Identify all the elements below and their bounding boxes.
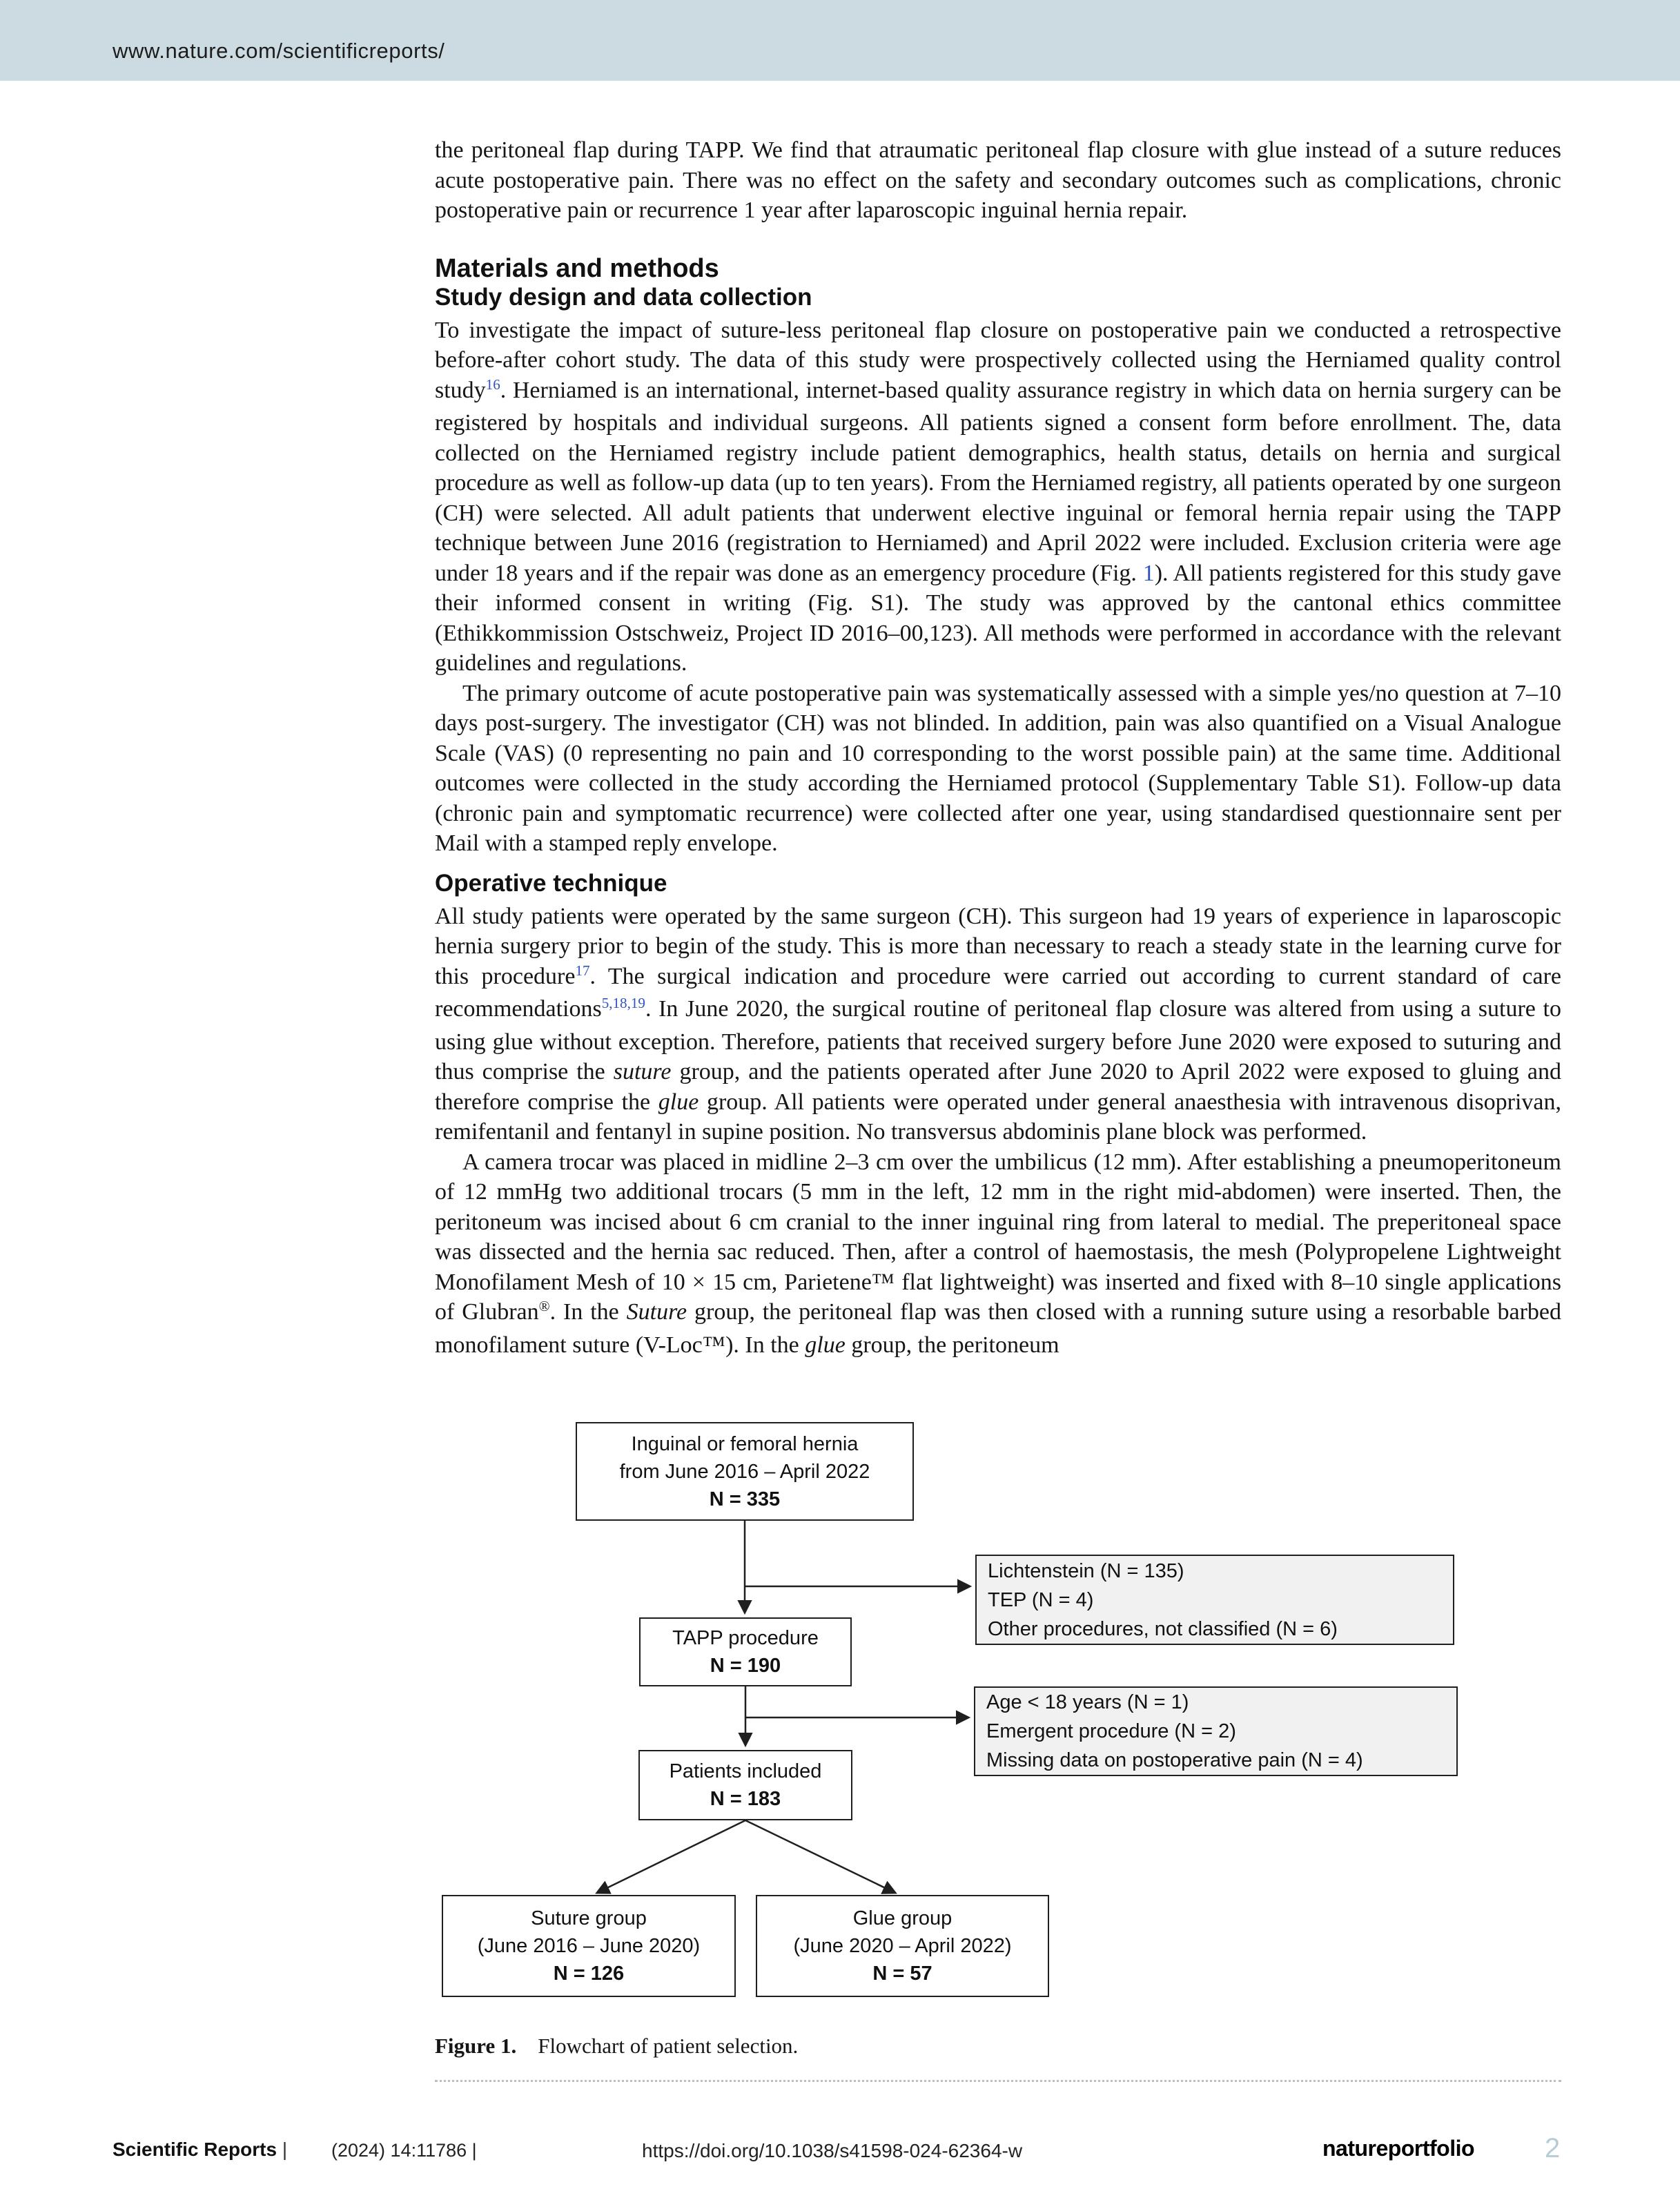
flow-box-count: N = 126 <box>553 1963 625 1985</box>
flow-box-suture-group <box>442 1895 736 1997</box>
journal-name: Scientific Reports <box>113 2139 277 2160</box>
flow-box-excluded-patients <box>974 1686 1458 1776</box>
flow-box-line: from June 2016 – April 2022 <box>619 1460 870 1483</box>
page-number: 2 <box>1545 2133 1561 2163</box>
flow-box-tapp-procedure <box>639 1617 852 1686</box>
text-segment: suture <box>613 1059 672 1084</box>
flow-box-line: Other procedures, not classified (N = 6) <box>988 1617 1338 1640</box>
footer-journal-name <box>113 2139 287 2161</box>
flow-box-line: (June 2020 – April 2022) <box>793 1935 1012 1957</box>
text-segment: Suture <box>626 1299 687 1325</box>
flow-box-line: TEP (N = 4) <box>988 1588 1094 1611</box>
flow-box-line: Suture group <box>531 1907 647 1929</box>
text-segment: ). All patients registered for this study gave their informed consent in writing (Fig. S1). The study was approved by the cantonal ethics committee (Ethikkommission Ostschweiz, Project ID 2016–00,123). All methods were performed in accordance with the relevant guidelines and regulations. <box>435 560 1561 676</box>
flow-box-line: (June 2016 – June 2020) <box>477 1935 701 1957</box>
text-segment: All study patients were operated by the same surgeon (CH). This surgeon had 19 years of experience in laparoscopic hernia surgery prior to begin of the study. This is more than necessary to reach a steady state in the learning curve for this procedure <box>435 903 1561 989</box>
text-segment: group, the peritoneum <box>845 1332 1059 1358</box>
paragraph-primary-outcome <box>435 679 1561 859</box>
footer-doi-link[interactable]: https://doi.org/10.1038/s41598-024-62364-w <box>642 2140 1023 2161</box>
text-segment: the peritoneal flap during TAPP. We find that atraumatic peritoneal flap closure with glue instead of a suture reduces acute postoperative pain. There was no effect on the safety and secondary outcomes such as complications, chronic postoperative pain or recurrence 1 year after laparoscopic inguinal hernia repair. <box>435 137 1561 223</box>
text-segment: glue <box>658 1089 699 1115</box>
nature-portfolio-logo <box>1322 2136 1474 2161</box>
flow-box-excluded-procedures <box>975 1555 1454 1645</box>
text-segment: . Herniamed is an international, internet-based quality assurance registry in which data on hernia surgery can be registered by hospitals and individual surgeons. All patients signed a consent form before enrollment. The, data collected on the Herniamed registry include patient demographics, health status, details on hernia and surgical procedure as well as follow-up data (up to ten years). From the Herniamed registry, all patients operated by one surgeon (CH) were selected. All adult patients that underwent elective inguinal or femoral hernia repair using the TAPP technique between June 2016 (registration to Herniamed) and April 2022 were included. Exclusion criteria were age under 18 years and if the repair was done as an emergency procedure (Fig. <box>435 377 1561 586</box>
flow-box-line: Age < 18 years (N = 1) <box>986 1691 1189 1713</box>
paragraph-operative-2 <box>435 1147 1561 1361</box>
text-segment: ® <box>538 1298 550 1315</box>
paragraph-operative-1 <box>435 902 1561 1147</box>
text-segment: group, and the patients operated after June 2020 to April 2022 were exposed to gluing and therefore comprise the <box>435 1059 1562 1115</box>
flow-box-line: Glue group <box>852 1907 953 1929</box>
flow-box-count: N = 190 <box>710 1655 781 1677</box>
text-segment: A camera trocar was placed in midline 2–3 cm over the umbilicus (12 mm). After establishing a pneumoperitoneum of 12 mmHg two additional trocars (5 mm in the left, 12 mm in the right mid-abdomen) were inserted. Then, the peritoneum was incised about 6 cm cranial to the inner inguinal ring from lateral to medial. The preperitoneal space was dissected and the hernia sac reduced. Then, after a control of haemostasis, the mesh (Polypropelene Lightweight Monofilament Mesh of 10 × 15 cm, Parietene™ flat lightweight) was inserted and fixed with 8–10 single applications of Glubran <box>435 1149 1561 1325</box>
figure-caption-text: Flowchart of patient selection. <box>538 2034 799 2058</box>
flow-box-hernia-population <box>576 1422 914 1521</box>
flow-box-line: Emergent procedure (N = 2) <box>986 1720 1236 1742</box>
flow-box-line: Inguinal or femoral hernia <box>631 1432 859 1455</box>
text-segment: To investigate the impact of suture-less peritoneal flap closure on postoperative pain we conducted a retrospective before-after cohort study. The data of this study were prospectively collected using the Herniamed quality control study <box>435 317 1561 403</box>
flow-box-count: N = 183 <box>710 1788 781 1810</box>
flow-box-count: N = 335 <box>709 1488 781 1510</box>
text-segment: group, the peritoneal flap was then closed with a running suture using a resorbable barbed monofilament suture (V-Loc™). In the <box>435 1299 1561 1358</box>
footer-divider-bar: | <box>282 2139 288 2160</box>
flow-box-glue-group <box>756 1895 1049 1997</box>
text-segment: . The surgical indication and procedure were carried out according to current standard of care recommendations <box>435 963 1561 1022</box>
reference-link[interactable]: 16 <box>485 376 500 393</box>
section-heading-materials: Materials and methods <box>435 253 719 283</box>
figure-label: Figure 1. <box>435 2034 517 2058</box>
dotted-separator <box>435 2080 1561 2082</box>
text-segment: group. All patients were operated under general anaesthesia with intravenous disoprivan, remifentanil and fentanyl in supine position. No transversus abdominis plane block was performed. <box>435 1089 1561 1145</box>
flow-box-line: Patients included <box>669 1760 822 1782</box>
flow-box-patients-included <box>638 1750 852 1820</box>
text-segment: glue <box>805 1332 846 1358</box>
paragraph-continuation <box>435 135 1561 226</box>
reference-link[interactable]: 1 <box>1142 560 1155 586</box>
page-footer <box>0 2133 1680 2174</box>
text-segment: . In June 2020, the surgical routine of peritoneal flap closure was altered from using a suture to using glue without exception. Therefore, patients that received surgery before June 2020 were exposed to suturing and thus comprise the <box>435 996 1561 1084</box>
logo-nature: nature <box>1322 2136 1388 2161</box>
text-segment: The primary outcome of acute postoperative pain was systematically assessed with a simple yes/no question at 7–10 days post-surgery. The investigator (CH) was not blinded. In addition, pain was also quantified on a Visual Analogue Scale (VAS) (0 representing no pain and 10 corresponding to the worst possible pain) at the same time. Additional outcomes were collected in the study according the Herniamed protocol (Supplementary Table S1). Follow-up data (chronic pain and symptomatic recurrence) were collected after one year, using standardised questionnaire sent per Mail with a stamped reply envelope. <box>435 680 1561 856</box>
journal-header-band <box>0 0 1680 81</box>
subsection-heading-operative: Operative technique <box>435 869 667 897</box>
flow-box-count: N = 57 <box>872 1963 932 1985</box>
article-body <box>435 135 1561 1360</box>
flow-box-line: Missing data on postoperative pain (N = 4) <box>986 1749 1363 1771</box>
paragraph-study-design <box>435 315 1561 679</box>
figure-caption <box>435 2032 1561 2060</box>
reference-link[interactable]: 5,18,19 <box>601 995 645 1012</box>
flow-box-line: TAPP procedure <box>672 1627 819 1649</box>
journal-url[interactable]: www.nature.com/scientificreports/ <box>113 39 445 63</box>
flow-box-line: Lichtenstein (N = 135) <box>988 1559 1184 1582</box>
logo-portfolio: portfolio <box>1387 2136 1475 2161</box>
reference-link[interactable]: 17 <box>575 962 590 979</box>
footer-citation: (2024) 14:11786 | <box>331 2140 477 2161</box>
subsection-heading-study-design: Study design and data collection <box>435 283 812 311</box>
text-segment: . In the <box>549 1299 627 1325</box>
